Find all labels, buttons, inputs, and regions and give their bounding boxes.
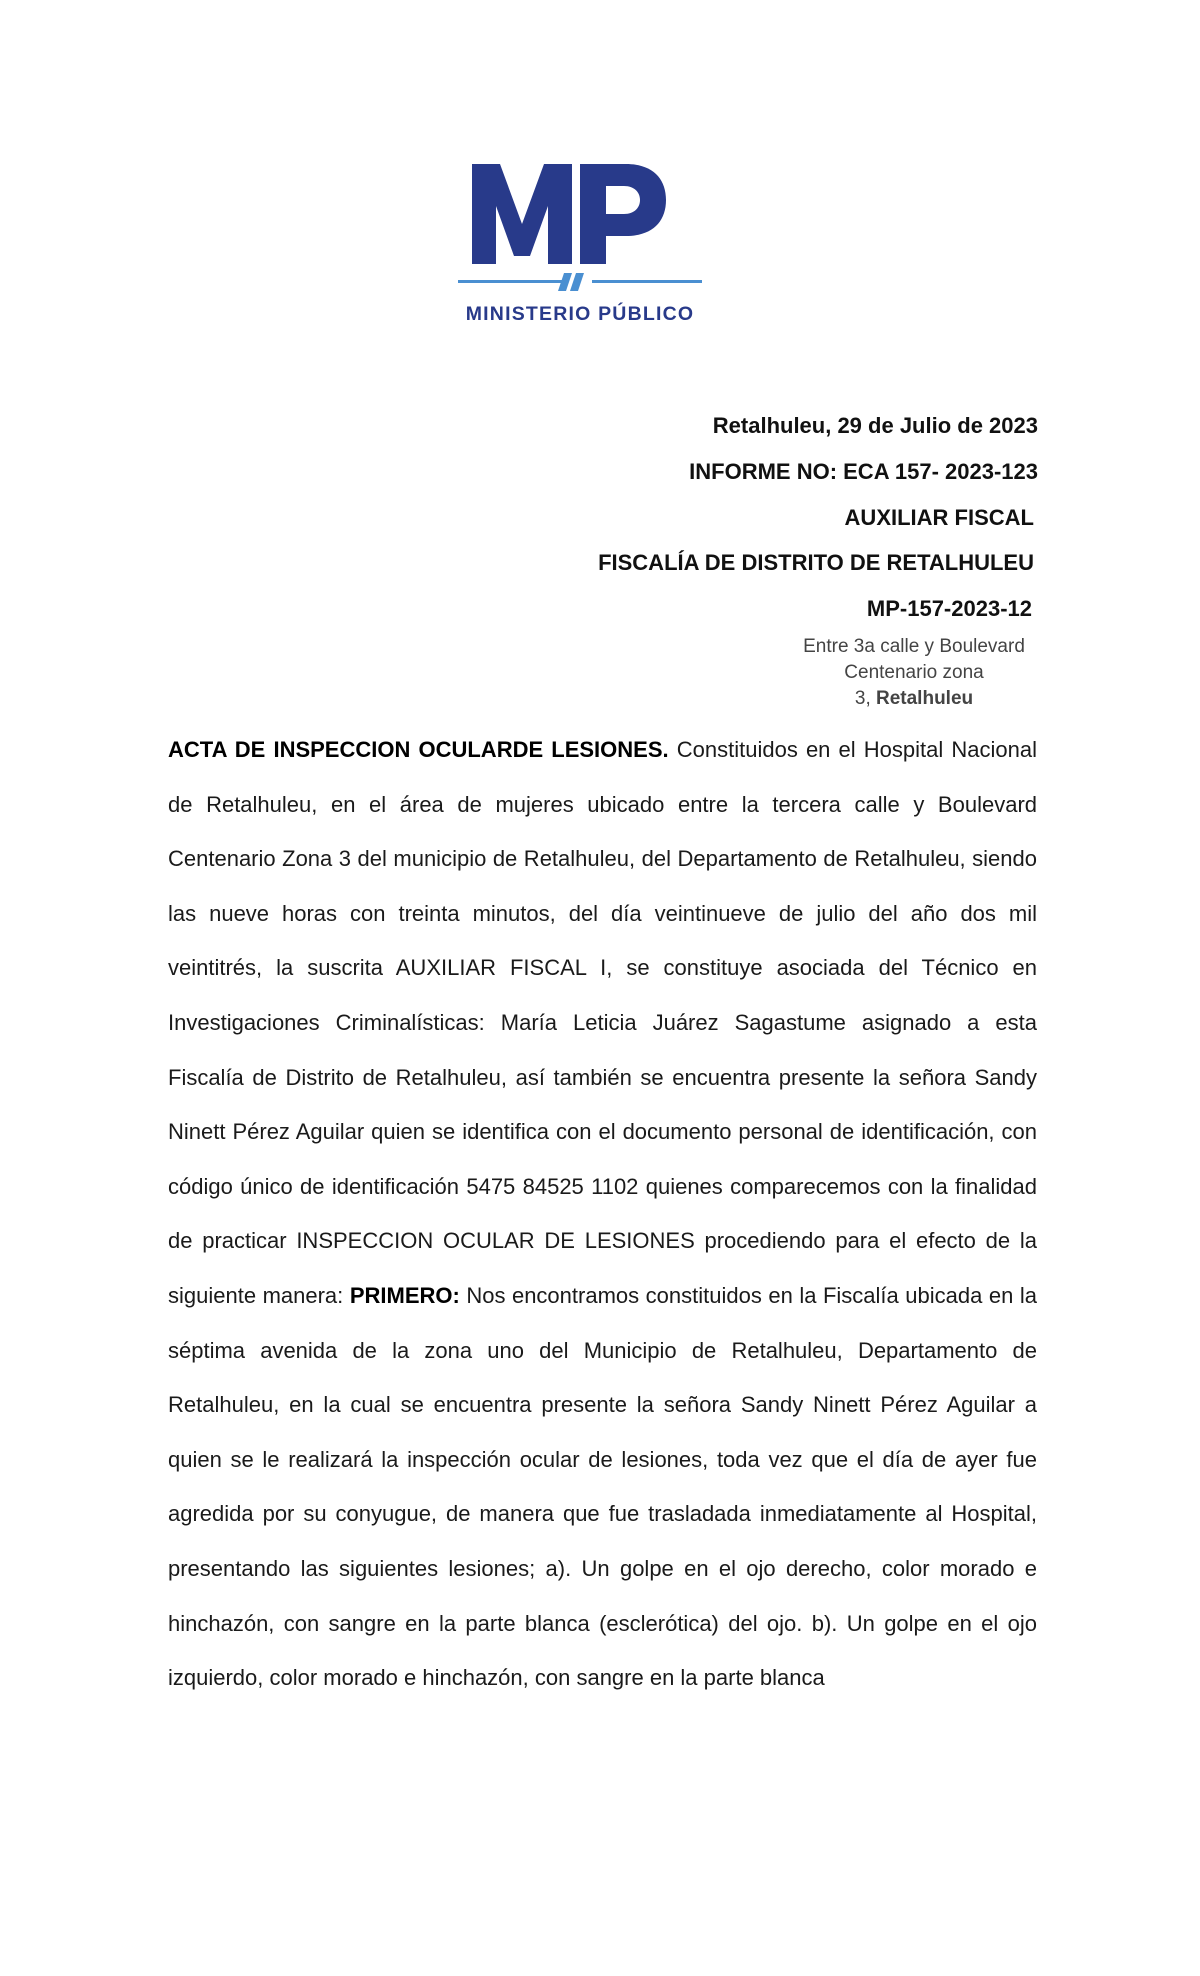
office-address — [770, 634, 1058, 712]
report-number: INFORME NO: ECA 157- 2023-123 — [689, 459, 1038, 484]
logo-subtitle: MINISTERIO PÚBLICO — [465, 303, 695, 325]
position-title: AUXILIAR FISCAL — [844, 505, 1034, 530]
paragraph-2: Nos encontramos constituidos en la Fiscalía ubicada en la séptima avenida de la zona uno del Municipio de Retalhuleu, Departamento de Retalhuleu, en la cual se encuentra presente la señora Sandy Ninett Pérez Aguilar a quien se le realizará la inspección ocular de lesiones, toda vez que el día de ayer fue agredida por su conyugue, de manera que fue trasladada inmediatamente al Hospital, presentando las siguientes lesiones; a). Un golpe en el ojo derecho, color morado e hinchazón, con sangre en la parte blanca (esclerótica) del ojo. b). Un golpe en el ojo izquierdo, color morado e hinchazón, con sangre en la parte blanca — [168, 1282, 1037, 1691]
address-line-2: Centenario zona — [844, 662, 984, 683]
office-name: FISCALÍA DE DISTRITO DE RETALHULEU — [598, 550, 1034, 575]
address-line-1: Entre 3a calle y Boulevard — [803, 636, 1025, 657]
logo-p-letter — [580, 164, 666, 264]
primero-label: PRIMERO: — [349, 1282, 460, 1308]
paragraph-1: Constituidos en el Hospital Nacional de Retalhuleu, en el área de mujeres ubicado entre la tercera calle y Boulevard Centenario Zona 3 del municipio de Retalhuleu, del Departamento de Retalhuleu, siendo las nueve horas con treinta minutos, del día veintinueve de julio del año dos mil veintitrés, la suscrita AUXILIAR FISCAL I, se constituye asociada del Técnico en Investigaciones Criminalísticas: María Leticia Juárez Sagastume asignado a esta Fiscalía de Distrito de Retalhuleu, así también se encuentra presente la señora Sandy Ninett Pérez Aguilar quien se identifica con el documento personal de identificación, con código único de identificación 5475 84525 1102 quienes comparecemos con la finalidad de practicar INSPECCION OCULAR DE LESIONES procediendo para el efecto de la siguiente manera: — [168, 737, 1037, 1308]
case-number: MP-157-2023-12 — [866, 596, 1032, 621]
logo-line-right — [592, 280, 702, 283]
document-date: Retalhuleu, 29 de Julio de 2023 — [712, 413, 1038, 438]
logo-emblem-icon — [558, 273, 584, 291]
ministerio-publico-logo — [456, 160, 706, 330]
logo-line-left — [458, 280, 562, 283]
document-body — [168, 723, 1037, 1706]
logo-m-letter — [472, 164, 572, 264]
act-title: ACTA DE INSPECCION OCULARDE LESIONES. — [168, 737, 669, 762]
address-line-3: 3, Retalhuleu — [854, 688, 974, 709]
